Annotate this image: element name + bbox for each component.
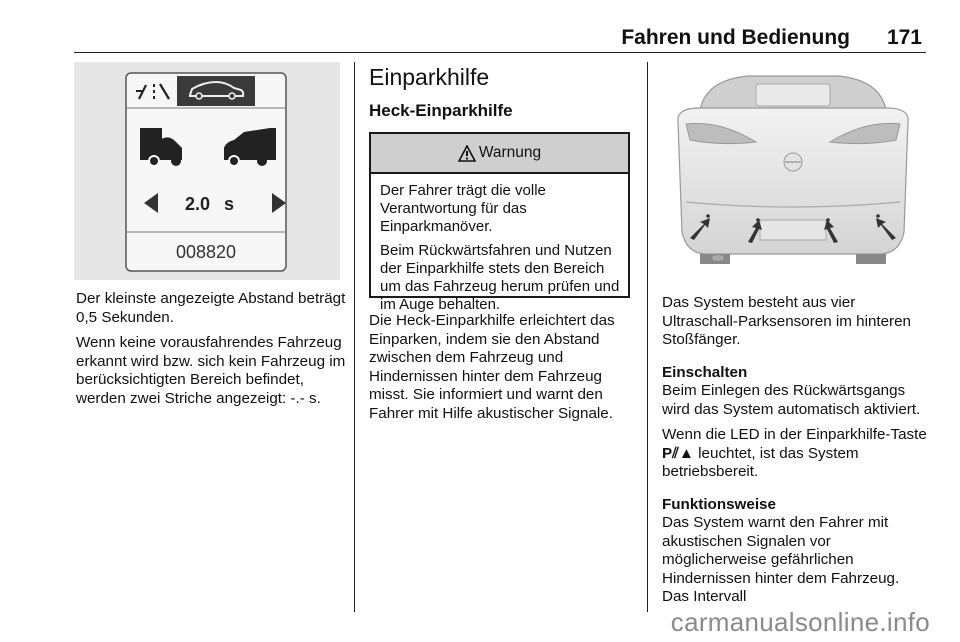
subsection-title: Funktionsweise xyxy=(662,495,776,513)
rear-parking-sensors-figure xyxy=(660,62,926,276)
paragraph: Das System warnt den Fahrer mit akustischen Signalen vor möglicherweise gefährlichen Hindernissen hinter dem Fahrzeug. Das Intervall xyxy=(662,514,900,605)
parking-assist-button-symbol: P⫽▲ xyxy=(662,444,694,462)
warning-title: Warnung xyxy=(478,144,542,161)
time-gap-unit: s xyxy=(224,194,235,214)
paragraph: Die Heck-Einparkhilfe erleichtert das Einparken, indem sie den Abstand zwischen dem Fahrzeug und Hindernissen hinter dem Fahrzeug misst. Sie informiert und warnt den Fahrer mit Hilfe akustischer Signale. xyxy=(369,312,615,422)
following-distance-display-figure xyxy=(74,62,340,280)
warning-paragraph: Beim Rückwärtsfahren und Nutzen der Einparkhilfe stets den Bereich um das Fahrzeug herum prüfen und im Auge behalten. xyxy=(380,242,620,313)
header-rule xyxy=(74,52,926,53)
time-gap-value: 2.0 xyxy=(185,194,211,214)
warning-body xyxy=(371,174,628,314)
watermark: carmanualsonline.info xyxy=(670,607,930,637)
running-header-title: Fahren und Bedienung xyxy=(621,26,850,49)
paragraph: Das System besteht aus vier Ultraschall-Parksensoren im hinteren Stoßfänger. xyxy=(662,294,912,348)
warning-triangle-icon xyxy=(458,145,476,162)
car-rear-illustration xyxy=(660,62,926,276)
page-number: 171 xyxy=(886,26,922,49)
warning-paragraph: Der Fahrer trägt die volle Verantwortung für das Einparkmanöver. xyxy=(380,182,546,235)
column-divider-1 xyxy=(354,62,355,612)
paragraph: Wenn die LED in der Einparkhilfe-Taste P⫽▲ leuchtet, ist das System betriebsbereit. xyxy=(662,426,927,480)
display-illustration xyxy=(74,62,340,280)
subsection-title: Einschalten xyxy=(662,363,748,381)
odometer-value: 008820 xyxy=(176,242,237,262)
section-subheading: Heck-Einparkhilfe xyxy=(369,101,513,120)
paragraph: Der kleinste angezeigte Abstand beträgt 0,5 Sekunden. xyxy=(76,290,346,326)
column-1-text xyxy=(76,290,348,415)
section-heading: Einparkhilfe xyxy=(369,64,490,90)
column-2-text xyxy=(369,312,637,430)
warning-header xyxy=(371,134,628,174)
paragraph: Beim Einlegen des Rückwärtsgangs wird das System automatisch aktiviert. xyxy=(662,382,921,418)
column-divider-2 xyxy=(647,62,648,612)
column-3-text xyxy=(662,294,930,614)
paragraph: Wenn keine vorausfahrendes Fahrzeug erkannt wird bzw. sich kein Fahrzeug im berücksichtigten Bereich befindet, werden zwei Striche angezeigt: -.- s. xyxy=(76,334,346,407)
warning-box xyxy=(369,132,630,313)
